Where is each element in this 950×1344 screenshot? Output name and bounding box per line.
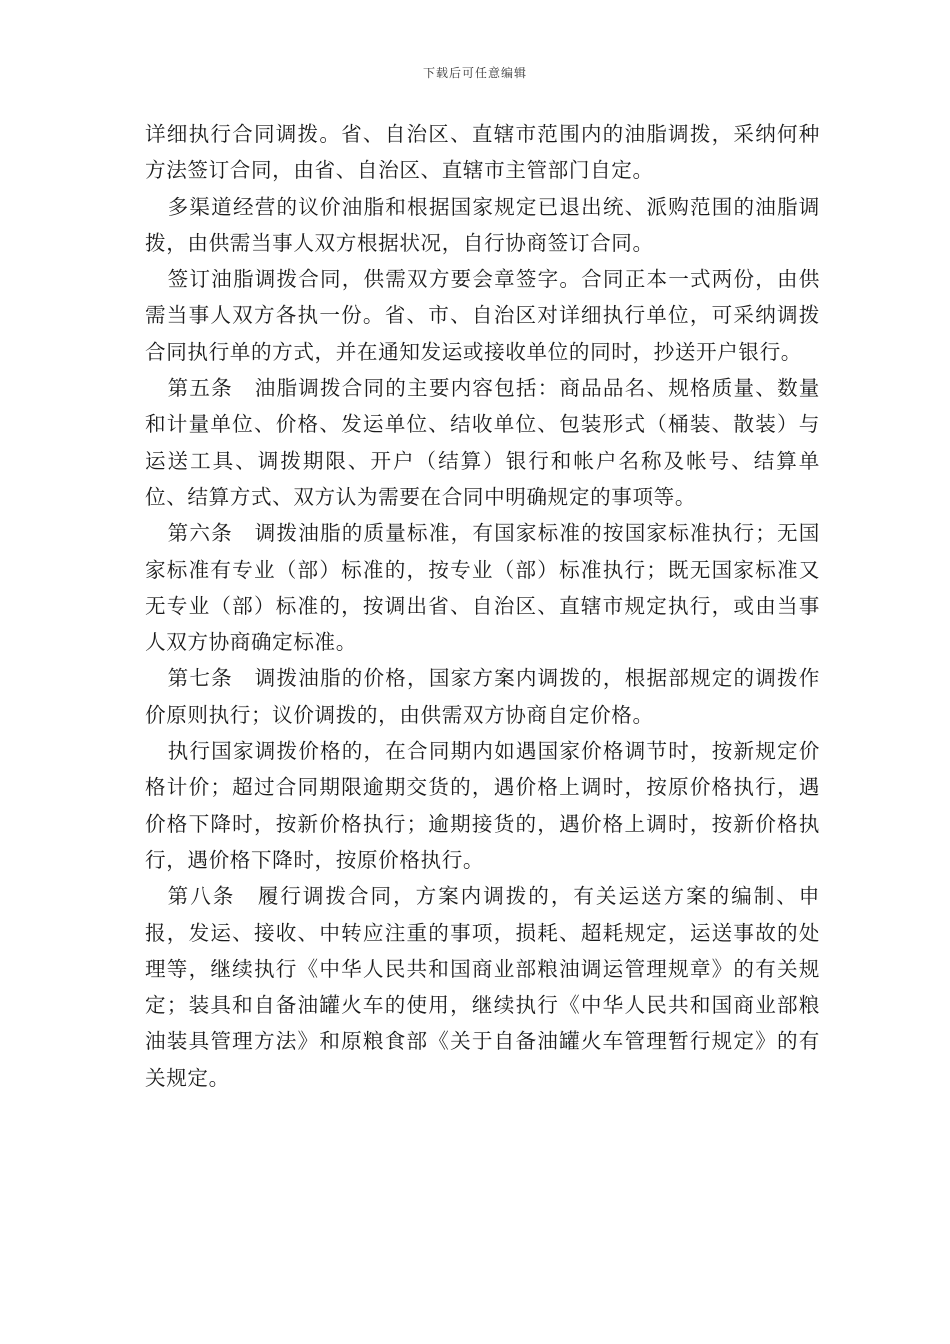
paragraph-multi-channel: 多渠道经营的议价油脂和根据国家规定已退出统、派购范围的油脂调拨，由供需当事人双方根据状况，自行协商签订合同。: [145, 194, 820, 255]
article-7: 第七条 调拨油脂的价格，国家方案内调拨的，根据部规定的调拨作价原则执行；议价调拨的，由供需双方协商自定价格。: [145, 666, 820, 727]
paragraph-price-adjustment: 执行国家调拨价格的，在合同期内如遇国家价格调节时，按新规定价格计价；超过合同期限逾期交货的，遇价格上调时，按原价格执行，遇价格下降时，按新价格执行；逾期接货的，遇价格上调时，按新价格执行，遇价格下降时，按原价格执行。: [145, 739, 820, 872]
article-8: 第八条 履行调拨合同，方案内调拨的，有关运送方案的编制、申报，发运、接收、中转应注重的事项，损耗、超耗规定，运送事故的处理等，继续执行《中华人民共和国商业部粮油调运管理规章》的有关规定；装具和自备油罐火车的使用，继续执行《中华人民共和国商业部粮油装具管理方法》和原粮食部《关于自备油罐火车管理暂行规定》的有关规定。: [145, 884, 820, 1090]
document-body: [145, 116, 820, 1096]
article-6: 第六条 调拨油脂的质量标准，有国家标准的按国家标准执行；无国家标准有专业（部）标准的，按专业（部）标准执行；既无国家标准又无专业（部）标准的，按调出省、自治区、直辖市规定执行，或由当事人双方协商确定标准。: [145, 521, 820, 655]
paragraph-signing: 签订油脂调拨合同，供需双方要会章签字。合同正本一式两份，由供需当事人双方各执一份。省、市、自治区对详细执行单位，可采纳调拨合同执行单的方式，并在通知发运或接收单位的同时，抄送开户银行。: [145, 267, 820, 364]
article-5: 第五条 油脂调拨合同的主要内容包括：商品品名、规格质量、数量和计量单位、价格、发运单位、结收单位、包装形式（桶装、散装）与运送工具、调拨期限、开户（结算）银行和帐户名称及帐号、结算单位、结算方式、双方认为需要在合同中明确规定的事项等。: [145, 376, 820, 509]
paragraph-continued: 详细执行合同调拨。省、自治区、直辖市范围内的油脂调拨，采纳何种方法签订合同，由省、自治区、直辖市主管部门自定。: [145, 122, 820, 183]
page-header: 下载后可任意编辑: [422, 66, 527, 80]
